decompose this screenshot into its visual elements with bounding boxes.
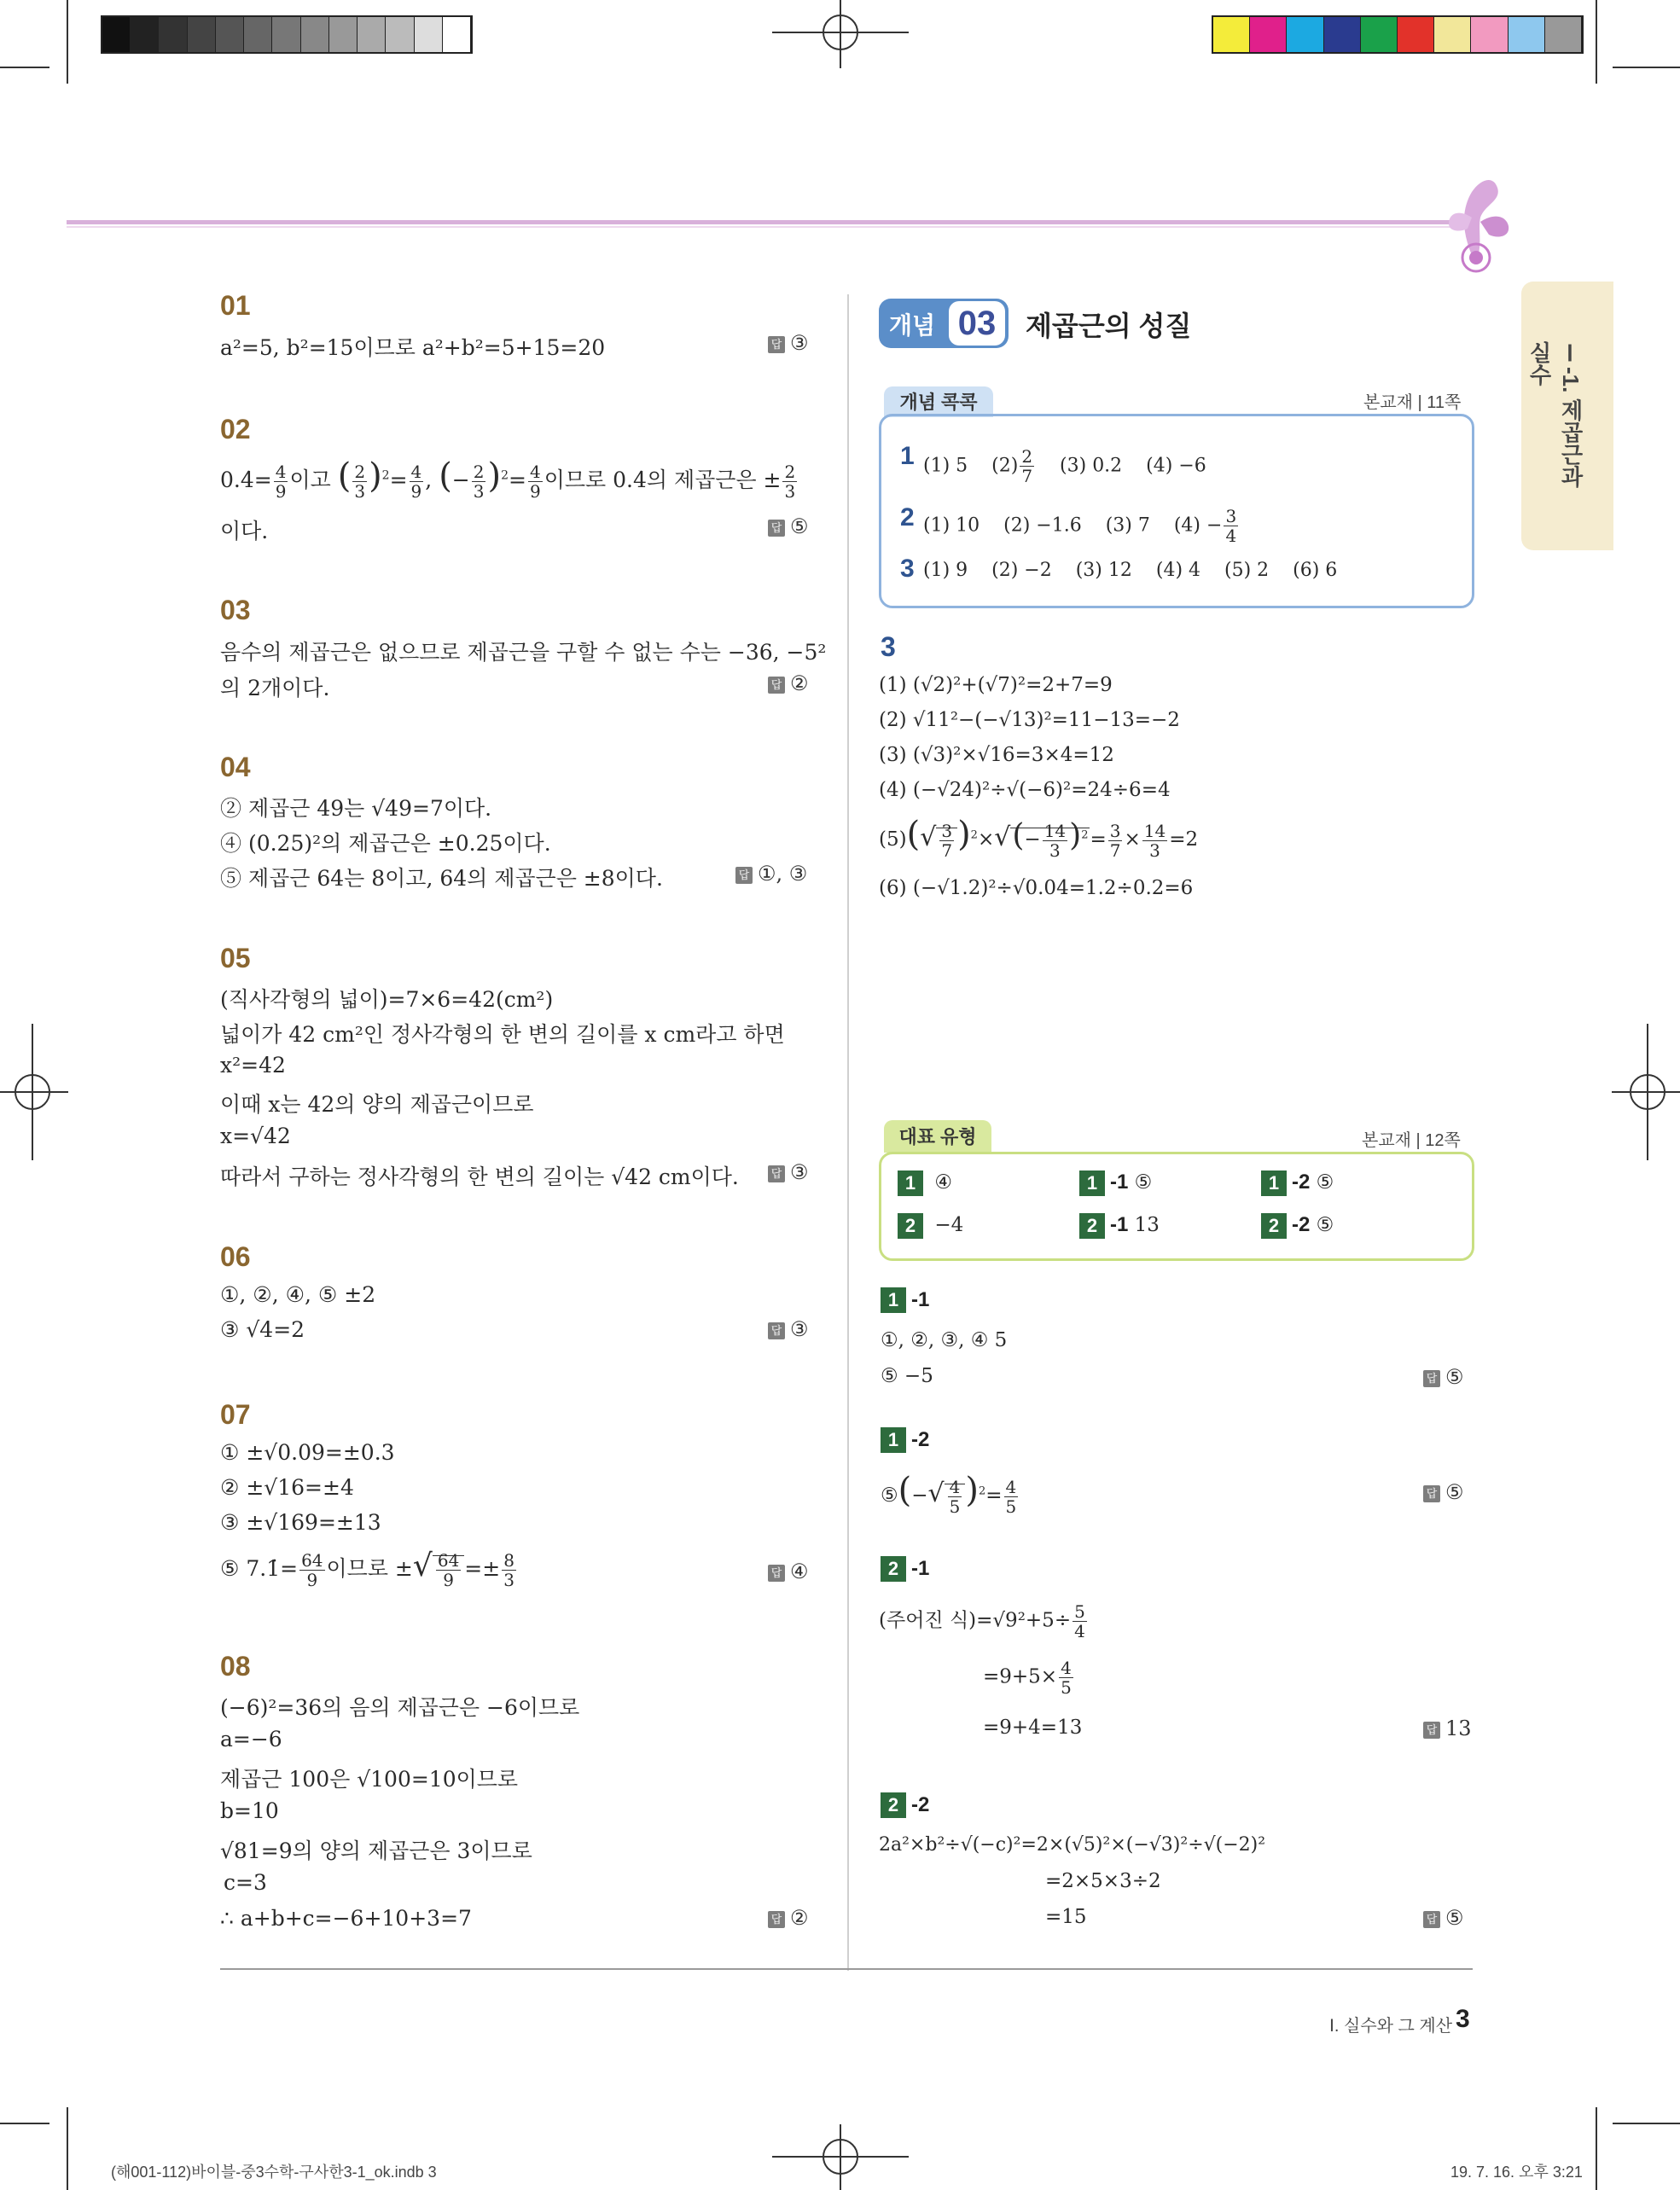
color-swatch (1398, 17, 1434, 52)
solution-line: 의 2개이다. (220, 676, 330, 700)
page-number: 3 (1456, 2005, 1470, 2033)
rep-type-cell: 2 −4 (898, 1213, 963, 1239)
problem-heading: 1 -1 (881, 1287, 929, 1313)
answer: 답 ⑤ (1423, 1906, 1464, 1930)
crop-mark-bottom-left-v (67, 2107, 68, 2190)
color-swatch (1434, 17, 1471, 52)
crop-mark-bottom-left-h (0, 2123, 49, 2124)
answer: 답 13 (1423, 1717, 1472, 1740)
answer-icon: 답 (735, 867, 753, 884)
crop-mark-bottom-right-v (1596, 2107, 1597, 2190)
color-swatch (1509, 17, 1545, 52)
concept-check-tag: 개념 콕콕 (884, 386, 993, 417)
solution-line: (4) (−√24)²÷√(−6)²=24÷6=4 (879, 779, 1171, 801)
solution-line: ③ ±√169=±13 (220, 1510, 381, 1535)
solution-line: 음수의 제곱근은 없으므로 제곱근을 구할 수 없는 수는 −36, −5² (220, 640, 827, 665)
answer-icon: 답 (768, 1911, 785, 1928)
registration-mark-right (1612, 1024, 1680, 1160)
answer: 답 ⑤ (1423, 1365, 1464, 1389)
solution-line: (5)(√ $\frac{3}{7}$ )$^2$×√(− $\frac{14}{3}$ )$^2$= $\frac{3}{7}$ × $\frac{14}{3}$ =2 (879, 815, 1199, 861)
answer-icon: 답 (1423, 1911, 1440, 1928)
concept-row: (1) 5 (2) $\frac{2}{7}$ (3) 0.2 (4) −6 (923, 446, 1206, 486)
rep-types-tag: 대표 유형 (884, 1120, 991, 1153)
answer-icon: 답 (1423, 1370, 1440, 1387)
flower-ornament-icon (1433, 162, 1519, 282)
gray-swatch (244, 17, 272, 52)
answer-icon: 답 (1423, 1485, 1440, 1502)
color-swatch (1545, 17, 1582, 52)
solution-line: ⑤(−√ $\frac{4}{5}$ )$^2$= $\frac{4}{5}$ (881, 1471, 1017, 1517)
color-swatch (1213, 17, 1250, 52)
problem-heading: 1 -2 (881, 1426, 929, 1453)
solution-line: ⑤ −5 (881, 1365, 933, 1387)
answer: 답 ② (768, 1906, 809, 1930)
solution-line: 0.4̇= $\frac{4}{9}$ 이고 ( $\frac{2}{3}$ )$^2$= $\frac{4}{9}$ , (− $\frac{2}{3}$ )$^2$= $\frac{4}{9}$ 이므로 0.4̇의 제곱근은 ± $\frac{2}{3}$ (220, 456, 796, 502)
solution-line: 이때 x는 42의 양의 제곱근이므로 (220, 1092, 534, 1117)
header-rule-shadow (67, 226, 1466, 228)
grayscale-bar (101, 15, 473, 54)
gray-swatch (159, 17, 187, 52)
color-swatch (1361, 17, 1398, 52)
question-number: 06 (220, 1241, 251, 1272)
concept-check-reference: 본교재 | 11쪽 (1363, 393, 1462, 412)
rep-type-cell: 1 -2 ⑤ (1261, 1171, 1334, 1196)
crop-mark-bottom-right-h (1613, 2123, 1680, 2124)
solution-line: (2) √11²−(−√13)²=11−13=−2 (879, 709, 1180, 731)
answer: 답 ⑤ (1423, 1480, 1464, 1504)
color-swatch (1324, 17, 1361, 52)
gray-swatch (301, 17, 329, 52)
concept-row: (1) 9 (2) −2 (3) 12 (4) 4 (5) 2 (6) 6 (923, 560, 1338, 581)
answer-icon: 답 (768, 336, 785, 353)
answer: 답 ④ (768, 1560, 809, 1583)
concept-row-number: 3 (900, 555, 915, 583)
answer: 답 ② (768, 671, 809, 695)
file-slug: (해001-112)바이블-중3수학-구사한3-1_ok.indb 3 (111, 2164, 437, 2181)
gray-swatch (329, 17, 358, 52)
solution-line: (직사각형의 넓이)=7×6=42(cm²) (220, 987, 554, 1012)
gray-swatch (415, 17, 443, 52)
solution-line: ①, ②, ③, ④ 5 (881, 1329, 1008, 1351)
answer-icon: 답 (768, 520, 785, 537)
solution-line: ∴ a+b+c=−6+10+3=7 (220, 1906, 472, 1931)
color-bar (1212, 15, 1584, 54)
crop-mark-top-right-h (1613, 67, 1680, 68)
color-swatch (1287, 17, 1323, 52)
answer-icon: 답 (768, 1165, 785, 1182)
rep-types-panel (879, 1152, 1474, 1261)
gray-swatch (131, 17, 159, 52)
solution-number: 3 (881, 631, 896, 662)
solution-line: ④ (0.25)²의 제곱근은 ±0.25이다. (220, 831, 551, 856)
solution-line: 2a²×b²÷√(−c)²=2×(√5)²×(−√3)²÷√(−2)² (879, 1834, 1266, 1856)
solution-line: (6) (−√1.2)²÷√0.04=1.2÷0.2=6 (879, 877, 1194, 899)
solution-line: √81=9의 양의 제곱근은 3이므로 (220, 1839, 532, 1863)
gray-swatch (443, 17, 471, 52)
concept-title: 제곱근의 성질 (1026, 311, 1192, 341)
crop-mark-top-left-v (67, 0, 68, 84)
solution-line: a²=5, b²=15이므로 a²+b²=5+15=20 (220, 335, 606, 360)
answer: 답 ③ (768, 331, 809, 355)
side-tab-label: Ⅰ-1. 제곱근과 실수 (1526, 341, 1584, 488)
solution-line: ③ √4=2 (220, 1317, 305, 1342)
solution-line: a=−6 (220, 1727, 282, 1751)
rep-types-reference: 본교재 | 12쪽 (1362, 1131, 1461, 1150)
solution-line: ② 제곱근 49는 √49=7이다. (220, 796, 492, 821)
column-divider (847, 294, 849, 1971)
gray-swatch (386, 17, 414, 52)
crop-mark-top-right-v (1596, 0, 1597, 84)
solution-line: 따라서 구하는 정사각형의 한 변의 길이는 √42 cm이다. (220, 1165, 739, 1189)
concept-row: (1) 10 (2) −1.6 (3) 7 (4) − $\frac{3}{4}$ (923, 506, 1237, 546)
rep-type-cell: 1 ④ (898, 1171, 952, 1196)
solution-line: =9+4=13 (983, 1717, 1083, 1739)
answer-icon: 답 (768, 1565, 785, 1582)
solution-line: ① ±√0.09=±0.3 (220, 1440, 395, 1465)
answer-icon: 답 (1423, 1722, 1440, 1739)
solution-line: (주어진 식)=√9²+5÷ $\frac{5}{4}$ (879, 1601, 1085, 1641)
color-swatch (1471, 17, 1508, 52)
answer: 답 ⑤ (768, 514, 809, 538)
concept-row-number: 2 (900, 503, 915, 532)
question-number: 08 (220, 1651, 251, 1682)
gray-swatch (188, 17, 216, 52)
solution-line: x²=42 (220, 1053, 286, 1078)
question-number: 03 (220, 595, 251, 625)
solution-line: x=√42 (220, 1124, 291, 1148)
rep-type-cell: 1 -1 ⑤ (1079, 1171, 1152, 1196)
color-swatch (1250, 17, 1287, 52)
question-number: 01 (220, 290, 251, 321)
registration-mark-bottom (772, 2124, 909, 2190)
answer: 답 ①, ③ (735, 862, 807, 886)
solution-line: (1) (√2)²+(√7)²=2+7=9 (879, 674, 1113, 696)
problem-heading: 2 -1 (881, 1555, 929, 1582)
answer: 답 ③ (768, 1317, 809, 1341)
gray-swatch (358, 17, 386, 52)
solution-line: b=10 (220, 1798, 279, 1823)
concept-badge (879, 299, 1009, 348)
solution-line: c=3 (224, 1870, 267, 1895)
gray-swatch (102, 17, 131, 52)
solution-line: 이다. (220, 519, 269, 543)
header-rule (67, 220, 1466, 224)
answer: 답 ③ (768, 1160, 809, 1184)
solution-line: (3) (√3)²×√16=3×4=12 (879, 744, 1114, 766)
problem-heading: 2 -2 (881, 1792, 929, 1818)
question-number: 07 (220, 1399, 251, 1430)
footer-section: Ⅰ. 실수와 그 계산 (1329, 2017, 1453, 2036)
concept-row-number: 1 (900, 442, 915, 470)
solution-line: 제곱근 100은 √100=10이므로 (220, 1767, 519, 1792)
solution-line: =2×5×3÷2 (1045, 1870, 1161, 1892)
gray-swatch (272, 17, 300, 52)
gray-swatch (216, 17, 244, 52)
question-number: 02 (220, 414, 251, 444)
answer-icon: 답 (768, 1322, 785, 1339)
bottom-rule (220, 1968, 1473, 1970)
print-timestamp: 19. 7. 16. 오후 3:21 (1450, 2164, 1583, 2181)
solution-line: (−6)²=36의 음의 제곱근은 −6이므로 (220, 1695, 580, 1720)
solution-line: =9+5× $\frac{4}{5}$ (983, 1658, 1072, 1698)
solution-line: ② ±√16=±4 (220, 1475, 354, 1500)
solution-line: =15 (1045, 1906, 1087, 1928)
rep-type-cell: 2 -2 ⑤ (1261, 1213, 1334, 1239)
concept-badge-label: 개념 (889, 312, 936, 339)
rep-type-cell: 2 -1 13 (1079, 1213, 1160, 1239)
solution-line: 넓이가 42 cm²인 정사각형의 한 변의 길이를 x cm라고 하면 (220, 1022, 785, 1047)
question-number: 04 (220, 752, 251, 782)
registration-mark-left (0, 1024, 68, 1160)
concept-badge-number: 03 (949, 301, 1005, 346)
solution-line: ①, ②, ④, ⑤ ±2 (220, 1282, 376, 1307)
solution-line: ⑤ 제곱근 64는 8이고, 64의 제곱근은 ±8이다. (220, 866, 663, 891)
registration-mark-top (772, 0, 909, 68)
crop-mark-top-left-h (0, 67, 49, 68)
answer-icon: 답 (768, 677, 785, 694)
question-number: 05 (220, 943, 251, 973)
solution-line: ⑤ 7.1̇= $\frac{64}{9}$ 이므로 ±√ $\frac{64}{9}$ =± $\frac{8}{3}$ (220, 1548, 514, 1590)
